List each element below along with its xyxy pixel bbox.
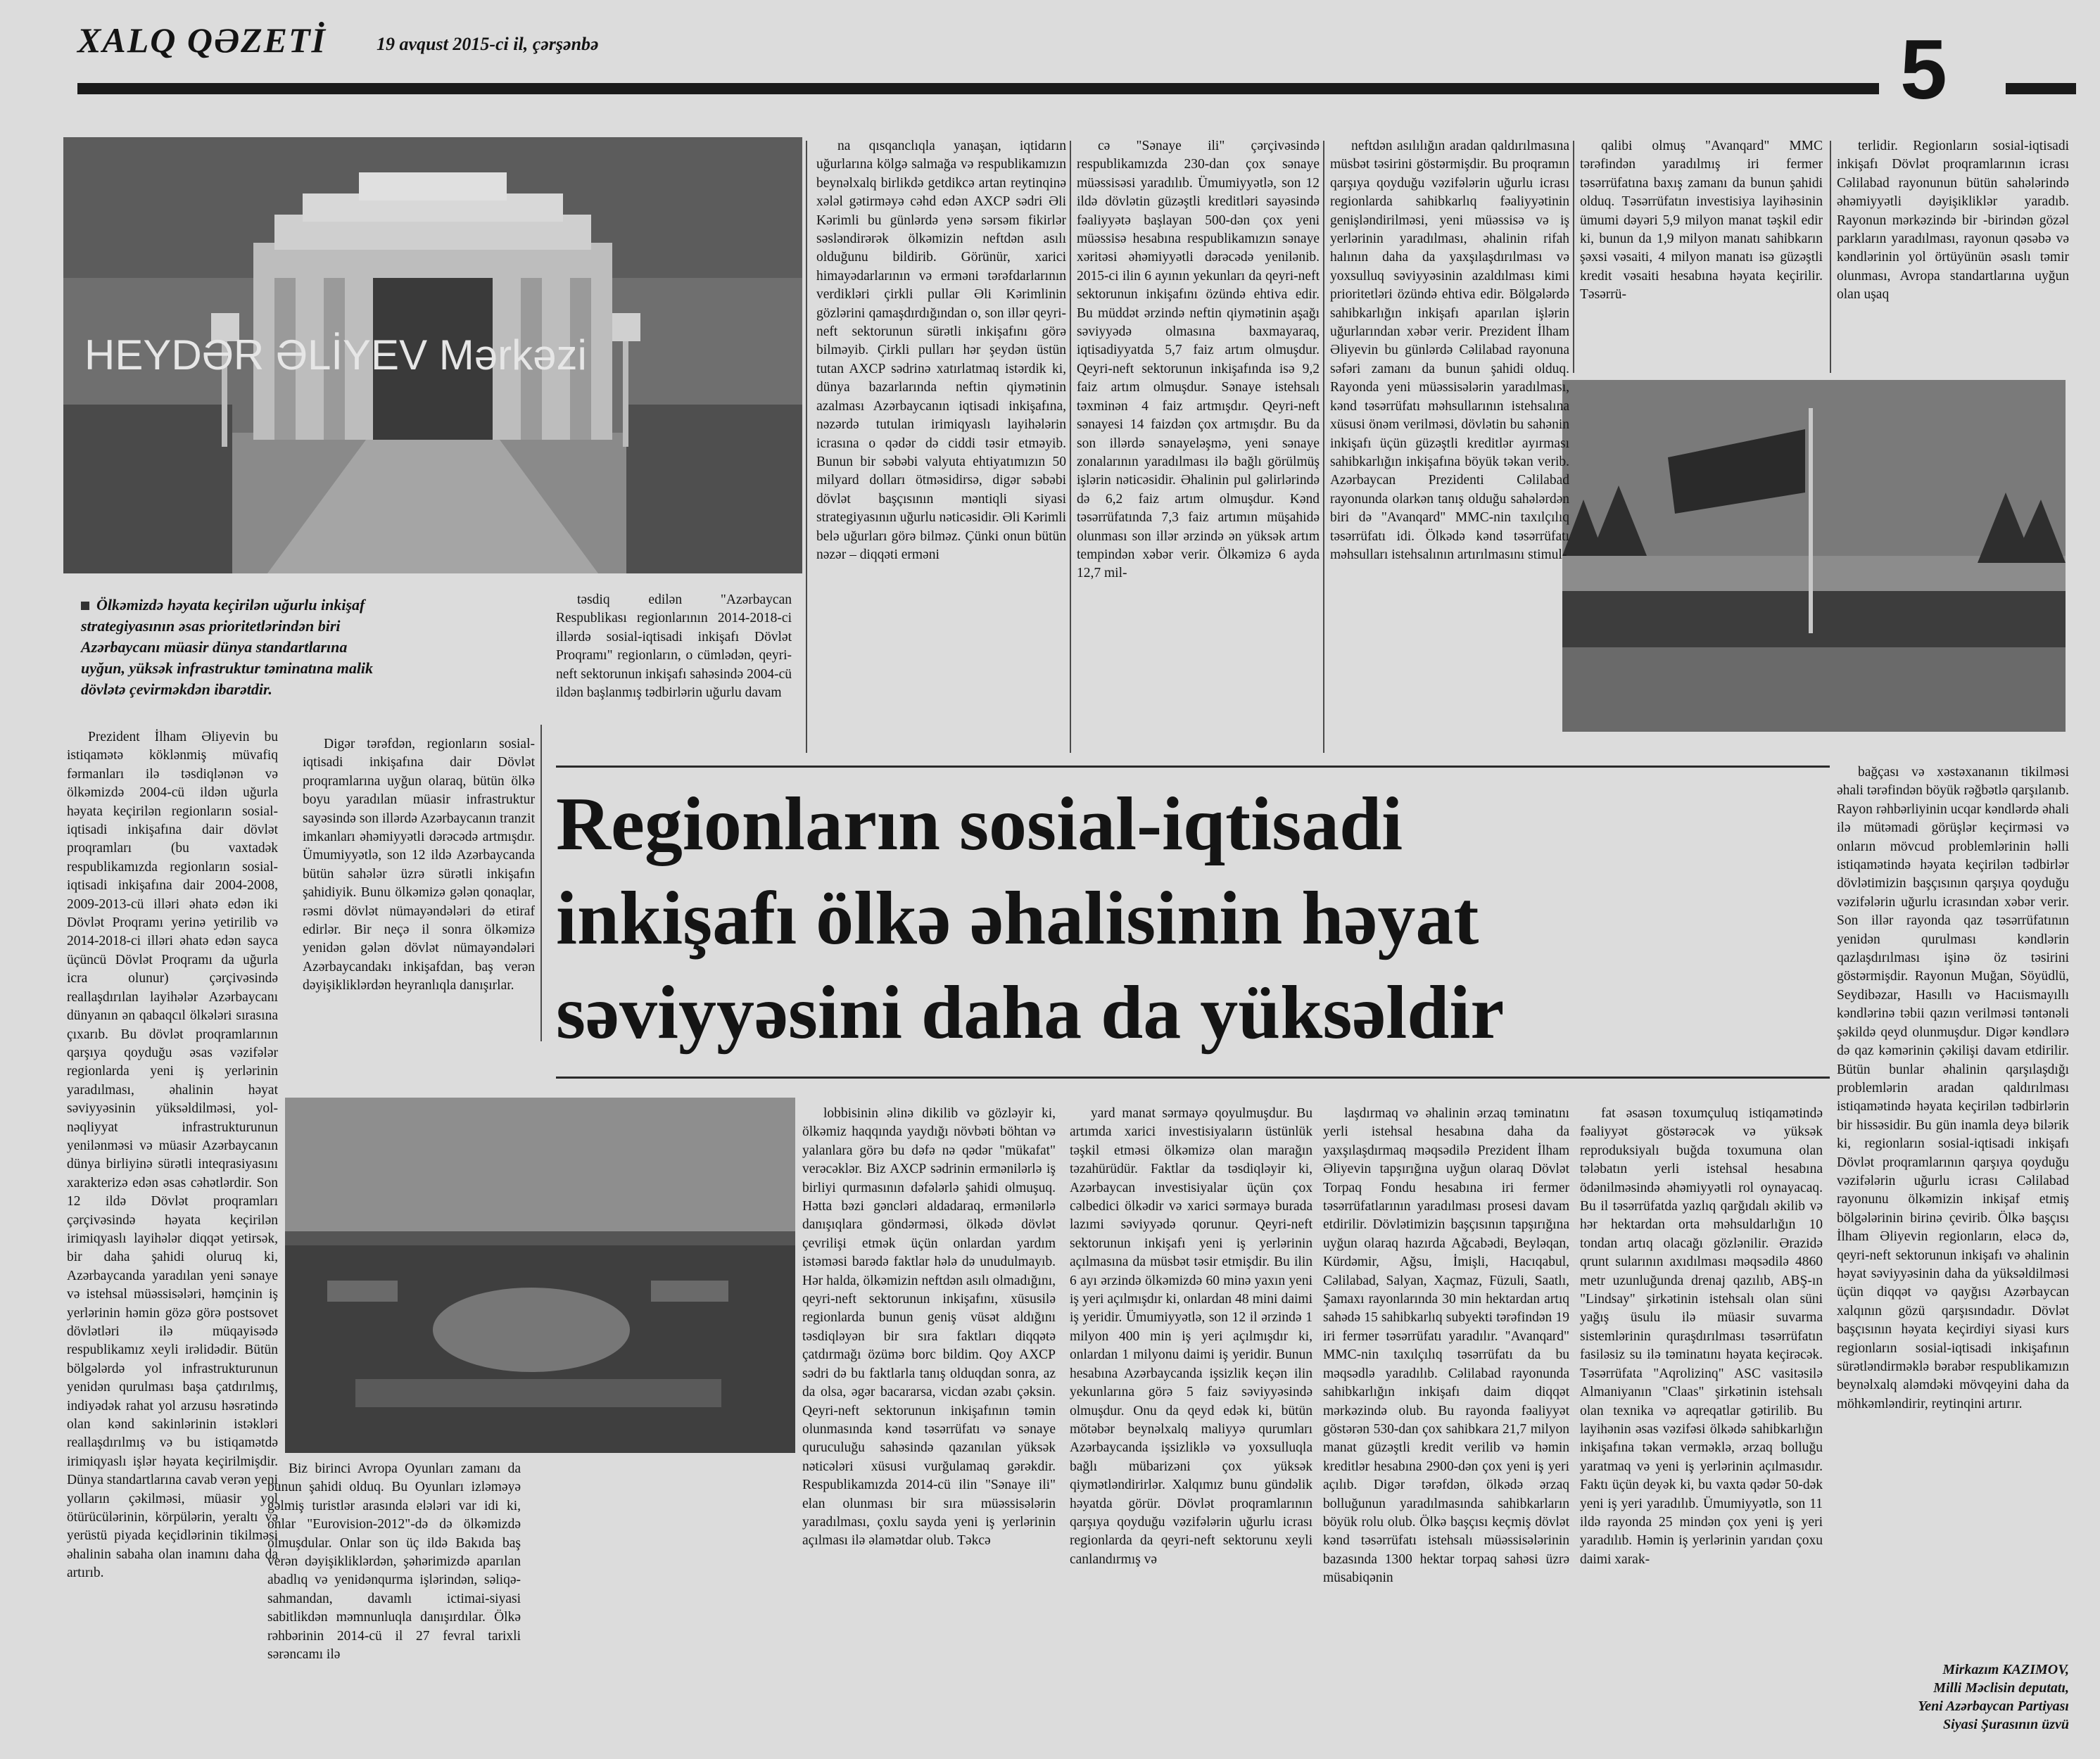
column-2-top (303, 735, 535, 1091)
headline-rule-bottom (556, 1077, 1830, 1079)
caption-text: Ölkəmizdə həyata keçirilən uğurlu inkişaf strategiyasının əsas prioritetlərindən biri Azərbaycanı müasir dünya standartlarına uyğun, yüksək infrastruktur təminatına malik dövlətə çevirməkdən ibarətdir. (81, 596, 374, 698)
column-3-bottom (802, 1105, 1056, 1724)
author-name: Mirkazım KAZIMOV, (1942, 1662, 2069, 1677)
column-7-top-text: terlidir. Regionların sosial-iqtisadi inkişafı Dövlət proqramlarının icrası Cəlilabad rayonunun bütün sahələrində əhəmiyyətli dəyişikliklər yaradıb. Rayonun mərkəzində bir -birindən gözəl parkların yaradılması, rayonun qəsəbə və kəndlərinin yol örtüyünün əsaslı təmir olunması, Avropa standartlarına uyğun olan uşaq (1837, 139, 2069, 303)
column-5-bottom-text: laşdırmaq və əhalinin ərzaq təminatını yerli istehsal hesabına daha da yaxşılaşdırmaq məqsədilə Prezident İlham Əliyevin tapşırığına uyğun olaraq Dövlət Torpaq Fondu hesabına iri fermer təsərrüfatlarının yaradılması prosesi davam etdirilir. Dövlətimizin başçısının tapşırığına uyğun olaraq hazırda Ağcabədi, Beyləqan, Kürdəmir, Ağsu, İmişli, Hacıqabul, Cəlilabad, Salyan, Xaçmaz, Füzuli, Saatlı, Şamaxı rayonlarında 30 min hektardan artıq sahədə 15 sahibkarlıq subyekti tərəfindən 19 iri fermer təsərrüfatı yaradılır. "Avanqard" MMC-nin taxılçılıq təsərrüfatı da bu məqsədlə yaradılıb. Cəlilabad rayonunda sahibkarlığın inkişafı daim diqqət mərkəzində olub. Bu rayonda fəaliyyət göstərən 530-dan çox sahibkara 21,7 milyon manat güzəştli kredit verilib və həmin kreditlər hesabına 2900-dən çox yeni iş yeri açılıb. Digər tərəfdən, ölkədə ərzaq bolluğunun yaradılmasında sahibkarların böyük rolu olub. Ölkə başçısı keçmiş dövlət kənd təsərrüfatı istehsalı müəssisələrinin bazasında 1300 hektar torpaq sahəsi üzrə müsabiqənin (1323, 1106, 1569, 1586)
author-title-1: Milli Məclisin deputatı, (1933, 1680, 2069, 1696)
column-rule (806, 141, 807, 753)
newspaper-title: XALQ QƏZETİ (77, 20, 327, 60)
page-number: 5 (1900, 23, 1947, 117)
author-signature (1893, 1660, 2069, 1734)
column-5-bottom (1323, 1105, 1569, 1724)
photo-park-aerial (285, 1098, 795, 1453)
column-4-bottom-text: yard manat sərmayə qoyulmuşdur. Bu artımda xarici investisiyaların üstünlük təşkil etməsi ölkəmizə olan marağın təzahürüdür. Faktlar da təsdiqləyir ki, Azərbaycan investisiyalar üçün çox cəlbedici ölkədir və xarici sərmayə burada lazımi səviyyədə qorunur. Qeyri-neft sektorunun inkişafı yeni iş yerlərinin açılmasına da müsbət təsir etmişdir. Bu ilin 6 ayı ərzində ölkəmizdə 60 minə yaxın yeni iş yeri açılmışdır ki, onlardan 48 mini daimi iş yeridir. Ümumiyyətlə, son 12 il ərzində 1 milyon 400 min iş yeri açılmışdır ki, onlardan 1 milyonu daimi iş yeridir. Bunun hesabına Azərbaycanda işsizlik keçən ilin yekunlarına görə 5 faiz səviyyəsində olmuşdur. Onu da qeyd edək ki, bütün mötəbər beynəlxalq maliyyə qurumları Azərbaycanda işsizliklə və yoxsulluqla bağlı mübarizəni çox yüksək qiymətləndirirlər. Xalqımız bunu gündəlik həyatda görür. Dövlət proqramlarının qarşıya qoyduğu vəzifələrin uğurlu icrası regionlarda da qeyri-neft sektorunu xeyli canlandırmış və (1070, 1106, 1312, 1567)
caption-bullet-icon (81, 602, 89, 610)
photo-caption (81, 595, 384, 700)
column-3-top (816, 137, 1066, 595)
column-6-top (1580, 137, 1823, 369)
column-3-mid (556, 591, 792, 753)
column-1 (67, 728, 278, 1713)
column-6-top-text: qalibi olmuş "Avanqard" MMC tərəfindən yaradılmış iri fermer təsərrüfatına baxış zamanı da bunun şahidi olduq. Təsərrüfatın investisiya layihəsinin ümumi dəyəri 5,9 milyon manat təşkil edir ki, bunun da 1,9 milyon manatı sahibkarın şəxsi vəsaiti, 4 milyon manatı isə güzəştli kredit vəsaiti hesabına həyata keçirilir. Təsərrü- (1580, 139, 1823, 303)
column-6-bottom (1580, 1105, 1823, 1724)
column-2-bottom-text: Biz birinci Avropa Oyunları zamanı da bunun şahidi olduq. Bu Oyunları izləməyə gəlmiş turistlər arasında elələri var idi ki, onlar "Eurovision-2012"-də də ölkəmizdə olmuşdular. Onlar son üç ildə Bakıda baş verən dəyişikliklərdən, şəhərimizdə aparılan abadlıq və yenidənqurma işlərindən, səliqə-sahmandan, davamlı ictimai-siyasi sabitlikdən məmnunluqla danışırdılar. Ölkə rəhbərinin 2014-cü il 27 fevral tarixli sərəncamı ilə (267, 1461, 521, 1663)
column-rule (540, 725, 542, 1041)
column-4-top (1077, 137, 1320, 756)
column-rule (1573, 141, 1574, 373)
column-rule (1323, 141, 1324, 753)
column-1-text: Prezident İlham Əliyevin bu istiqamətə köklənmiş müvafiq fərmanları ilə təsdiqlənən və ölkəmizdə 2004-cü ildən uğurla həyata keçirilən regionların sosial-iqtisadi inkişafına dair dövlət proqramları (bu vaxtadək respublikamızda regionların sosial-iqtisadi inkişafına dair 2004-2008, 2009-2013-cü illəri əhatə edən iki Dövlət Proqramı yerinə yetirilib və 2014-2018-ci illəri əhatə edən sayca üçüncü Dövlət Proqramı da uğurla icra olunur) çərçivəsində reallaşdırılan layihələr Azərbaycanı dünyanın ən qabaqcıl ölkələri sırasına çıxarıb. Bu dövlət proqramlarının qarşıya qoyduğu əsas vəzifələr regionlarda yeni iş yerlərinin yaradılması, əhalinin həyat səviyyəsinin yüksəldilməsi, yol-nəqliyyat infrastrukturunun yenilənməsi və müasir Azərbaycanın dünya birliyinə sürətli inteqrasiyasını xarakterizə edən əsas cəhətlərdir. Son 12 ildə Dövlət proqramları çərçivəsində həyata keçirilən irimiqyaslı layihələr diqqət yetirsək, bir daha şahidi oluruq ki, Azərbaycanda yaradılan yeni sənaye və istehsal müəssisələri, həmçinin iş yerlərinin həmin gözə görə postsovet dövlətləri ilə müqayisədə respublikamız xeyli irəlidədir. Bütün bölgələrdə yol infrastrukturunun yenidən qurulması başa çatdırılmış, indiyədək rahat yol arzusu həsrətində olan kənd sakinlərinin istəkləri reallaşdırılmış və bu istiqamətdə irimiqyaslı işlər həyata keçirilmişdir. Dünya standartlarına cavab verən yeni yolların çəkilməsi, müasir yol ötürücülərinin, körpülərin, yeraltı və yerüstü piyada keçidlərinin tikilməsi əhalinin sabaha olan inamını daha da artırıb. (67, 730, 278, 1581)
masthead-rule-right (2006, 83, 2076, 94)
column-2-top-text: Digər tərəfdən, regionların sosial-iqtisadi inkişafına dair Dövlət proqramlarına uyğun olaraq, bütün ölkə boyu yaradılan müasir infrastruktur sayəsində son illərdə Azərbaycanın tranzit imkanları əhəmiyyətli dərəcədə artmışdır. Ümumiyyətlə, son 12 ildə Azərbaycanda bütün sahələr üzrə sürətli inkişafın şahidiyik. Bunu ölkəmizə gələn qonaqlar, rəsmi dövlət nümayəndələri də etiraf edirlər. Bir neçə il sonra ölkəmizə yenidən gələn dövlət nümayəndələri Azərbaycandakı inkişafdan, baş verən dəyişikliklərdən heyranlıqla danışırlar. (303, 737, 535, 993)
column-6-bottom-text: fat əsasən toxumçuluq istiqamətində fəaliyyət göstərəcək və yüksək reproduksiyalı buğda toxumuna olan tələbatın yerli istehsal hesabına ödənilməsində əhəmiyyətli rol oynayacaq. Bu il təsərrüfatda yazlıq qarğıdalı əkilib və hər hektardan orta məhsuldarlığın 10 tondan artıq olacağı gözlənilir. Ərazidə qrunt sularının axıdılması məqsədilə 4860 metr uzunluğunda drenaj qazılıb, ABŞ-ın "Lindsay" şirkətinin istehsalı olan süni yağış üsulu ilə müasir suvarma sistemlərinin quraşdırılması təsərrüfatın fasiləsiz su ilə təminatını həyata keçirəcək. Təsərrüfata "Aqrolizinq" ASC vasitəsilə Almaniyanın "Claas" şirkətinin istehsalı olan texnika və aqreqatlar gətirilib. Bu layihənin əsas vəzifəsi ölkədə sahibkarlığın inkişafına təkan verməklə, ərzaq bolluğu yaratmaq və yeni iş yerlərinin açılmasıdır. Faktı üçün deyək ki, bu vaxta qədər 50-dək yeni iş yeri yaradılıb. Ümumiyyətlə, son 11 ildə rayonda 25 mindən çox yeni iş yeri yaradılıb. Həmin iş yerlərinin yarıdan çoxu daimi xarak- (1580, 1106, 1823, 1567)
column-2-bottom (267, 1460, 521, 1724)
center-sign-text: HEYDƏR ƏLİYEV Mərkəzi (84, 331, 587, 379)
column-5-top (1330, 137, 1569, 756)
column-rule (1070, 141, 1071, 753)
column-3-mid-text: təsdiq edilən "Azərbaycan Respublikası regionlarının 2014-2018-ci illərdə sosial-iqtisadi inkişafı Dövlət Proqramı" regionların, o cümlədən, qeyri-neft sektorunun inkişafı sahəsində 2004-cü ildən başlanmış tədbirlərin uğurlu davam (556, 592, 792, 701)
column-7-top (1837, 137, 2069, 369)
photo-flag-square (1562, 380, 2066, 732)
masthead-rule (77, 83, 1879, 94)
column-4-top-text: cə "Sənaye ili" çərçivəsində respublikamızda 230-dan çox sənaye müəssisəsi yaradılıb. Ümumiyyətlə, son 12 ildə dövlətin güzəştli kreditləri sayəsində fəaliyyətə başlayan 500-dən çox yeni müəssisə hesabına respublikamızın sənaye xəritəsi əhəmiyyətli dərəcədə yenilənib. 2015-ci ilin 6 ayının yekunları da qeyri-neft sektorunun inkişafını özündə ehtiva edir. Bu müddət ərzində neftin qiymətinin aşağı səviyyədə olmasına baxmayaraq, iqtisadiyyatda 5,7 faiz artım olmuşdur. Qeyri-neft sektorunun inkişafında isə 9,2 faiz artım olmuşdur. Sənaye istehsalı təxminən 4 faiz artmışdır. Qeyri-neft sənayesi 14 faizdən çox artmışdır. Bu da son illərdə sənayeləşmə, yeni sənaye zonalarının yaradılması ilə bağlı görülmüş işlərin nəticəsidir. Əhalinin pul gəlirlərində də 6,2 faiz artım olmuşdur. Kənd təsərrüfatında 7,3 faiz artımın müşahidə olunması son illər ərzində ən yüksək artım tempindən xəbər verir. Ölkəmizə 6 ayda 12,7 mil- (1077, 139, 1320, 581)
column-rule (1830, 141, 1831, 373)
column-7-bottom (1837, 763, 2069, 1650)
author-title-2: Yeni Azərbaycan Partiyası (1918, 1698, 2069, 1714)
author-title-3: Siyasi Şurasının üzvü (1943, 1717, 2069, 1732)
headline-line-3: səviyyəsini daha da yüksəldir (556, 971, 1505, 1055)
issue-date: 19 avqust 2015-ci il, çərşənbə (377, 34, 599, 54)
headline-line-2: inkişafı ölkə əhalisinin həyat (556, 877, 1479, 960)
masthead (77, 0, 2076, 141)
column-7-bottom-text: bağçası və xəstəxananın tikilməsi əhali tərəfindən böyük rəğbətlə qarşılanıb. Rayon rəhbərliyinin ucqar kəndlərdə əhali ilə mütəmadi görüşlər keçirməsi və onların mövcud problemlərinin həlli istiqamətində həyata keçirilən tədbirlər dövlətimizin başçısının qarşıya qoyduğu vəzifələrin uğurlu icrasından xəbər verir. Son illər rayonda qaz təsərrüfatının yenidən qurulması kəndlərin qazlaşdırılması işinə öz təsirini göstərmişdir. Rayonun Muğan, Söyüdlü, Seydibəzar, Hasıllı və Hacıismayıllı kəndlərinə təbii qazın verilməsi təntənəli şəkildə qeyd olunmuşdur. Digər kəndlərə də qaz kəmərinin çəkilişi davam etdirilir. Bütün bunlar əhalinin qarşılaşdığı problemlərin aradan qaldırılması istiqamətində həyata keçirilən tədbirlərin bir hissəsidir. Bu gün inamla deyə bilərik ki, regionların sosial-iqtisadi inkişafı Dövlət proqramlarının qarşıya qoyduğu vəzifələrin uğurlu icrası Cəlilabad rayonunu ölkəmizin inkişaf etmiş bölgələrinin birinə çevirib. Ölkə başçısı İlham Əliyevin regionların, eləcə də, qeyri-neft sektorunun inkişafı və əhalinin həyat səviyyəsinin daha da yüksəldilməsi üçün diqqət və qayğısı Azərbaycan xalqının gözü qarşısındadır. Dövlət başçısının həyata keçirdiyi siyasi kurs regionların sosial-iqtisadi inkişafının sürətləndirməklə bərabər respublikamızın beynəlxalq aləmdəki mövqeyini daha da möhkəmləndirir, reytinqini artırır. (1837, 765, 2069, 1411)
photo-heydar-aliyev-center (63, 137, 802, 573)
headline-rule-top (556, 766, 1830, 768)
headline-line-1: Regionların sosial-iqtisadi (556, 782, 1403, 866)
column-4-bottom (1070, 1105, 1312, 1724)
column-3-top-text: na qısqanclıqla yanaşan, iqtidarın uğurlarına kölgə salmağa və respublikamızın beynəlxalq birlikdə getdikcə artan reytinqinə xələl gətirməyə cəhd edən AXCP sədri Əli Kərimli bu günlərdə yenə sərsəm fikirlər səsləndirərək ölkəmizin neftdən asılı olduğunu bildirib. Görünür, xarici himayədarlarının və erməni tərəfdarlarının verdikləri çirkli pullar Əli Kərimlinin gözlərini qamaşdırdığından o, son illər qeyri-neft sektorunun sürətli inkişafını görə bilməyib. Çirkli pulları hər şeydən üstün tutan AXCP sədrinə xatırlatmaq istərdik ki, dünya bazarlarında neftin qiymətinin azalması Azərbaycanın iqtisadi inkişafına, nəzərdə tutulan irimiqyaslı layihələrin icrasına o qədər də ciddi təsir etməyib. Bunun bir səbəbi valyuta ehtiyatımızın 50 milyard dolları ötməsidirsə, digər səbəbi dövlət başçısının məntiqli siyasi strategiyasının uğurlu nəticəsidir. Əli Kərimli belə uğurları görə bilməz. Çünki onun bütün nəzər – diqqəti erməni (816, 139, 1066, 562)
column-3-bottom-text: lobbisinin əlinə dikilib və gözləyir ki, ölkəmiz haqqında yaydığı növbəti böhtan və yalanlara görə bu dəfə nə qədər "mükafat" verəcəklər. Biz AXCP sədrinin ermənilərlə iş birliyi qurmasının dəfələrlə şahidi olmuşuq. Hətta bəzi gəncləri aldadaraq, ermənilərlə danışıqlara göndərməsi, ölkədə dövlət çevrilişi etmək üçün onlardan yardım istəməsi barədə faktlar hələ də unudulmayıb. Hər halda, ölkəmizin neftdən asılı olmadığını, qeyri-neft sektorunun inkişafını, xüsusilə regionlarda bunun geniş vüsət aldığını təsdiqləyən bir sıra faktları diqqətə çatdırmağı özümə borc bildim. Qoy AXCP sədri də bu faktlarla tanış olduqdan sonra, az da olsa, əgər bacararsa, vicdan əzabı çəksin. Qeyri-neft sektorunun inkişafının təmin olunmasında kənd təsərrüfatı və sənaye quruculuğu sahəsində qazanılan yüksək nəticələri xüsusi vurğulamaq gərəkdir. Respublikamızda 2014-cü ilin "Sənaye ili" elan olunması bir sıra müəssisələrin yaradılması, çoxlu sayda yeni iş yerlərinin açılması ilə əlamətdar olub. Təkcə (802, 1106, 1056, 1549)
column-5-top-text: neftdən asılılığın aradan qaldırılmasına müsbət təsirini göstərmişdir. Bu proqramın qarşıya qoyduğu vəzifələrin uğurlu icrası regionlarda sahibkarlıq fəaliyyətinin genişləndirilməsi, yeni müəssisə və iş yerlərinin yaradılması, əhalinin rifah halının daha da yaxşılaşdırılması və yoxsulluq səviyyəsinin azaldılması kimi prioritetləri özündə ehtiva edir. Bölgələrdə sahibkarlığın inkişafı aparılan işlərin uğurlarından xəbər verir. Prezident İlham Əliyevin bu günlərdə Cəlilabad rayonuna səfəri zamanı da bunun şahidi olduq. Rayonda yeni müəssisələrin yaradılması, kənd təsərrüfatı məhsullarının istehsalına xüsusi önəm verilməsi, dövlətin bu sahənin inkişafı üçün güzəştli kreditlər ayırması sahibkarlığın inkişafına böyük təkan verib. Azərbaycan Prezidenti Cəlilabad rayonunda olarkən tanış olduğu sahələrdən biri də "Avanqard" MMC-nin taxılçılıq təsərrüfatı idi. Ölkədə kənd təsərrüfatı məhsulları istehsalının artırılmasını stimul- (1330, 139, 1569, 562)
article-headline (556, 777, 1858, 1060)
